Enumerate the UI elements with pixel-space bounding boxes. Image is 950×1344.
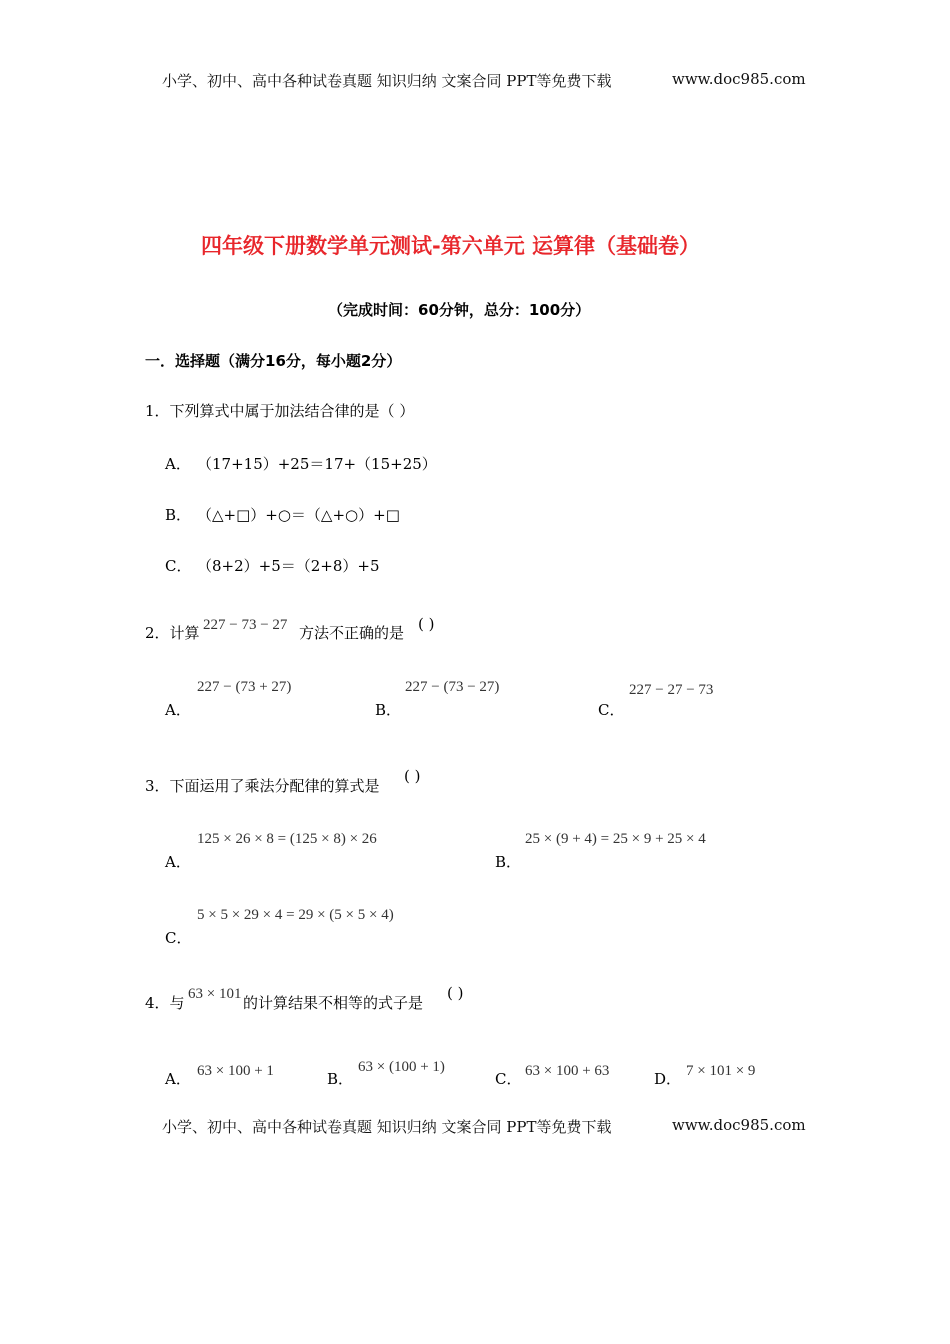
q3-option-c-expr: 5 × 5 × 29 × 4 = 29 × (5 × 5 × 4) [197,907,394,923]
q2-option-a-expr: 227 − (73 + 27) [197,679,292,695]
header-url: www.doc985.com [672,70,806,88]
q4-option-d-expr: 7 × 101 × 9 [686,1063,756,1079]
question-2-number: 2．计算 [145,624,200,642]
q4-option-d-label: D． [654,1070,682,1088]
question-2-answer-blank: ( ) [418,615,435,633]
q1-option-c-text: （8+2）+5＝（2+8）+5 [197,557,380,575]
q2-option-b-label: B． [375,701,402,719]
question-1-stem: 1．下列算式中属于加法结合律的是（ ） [145,402,415,420]
q1-option-b-text: （△+□）+○＝（△+○）+□ [197,506,400,524]
q3-option-b-expr: 25 × (9 + 4) = 25 × 9 + 25 × 4 [525,831,706,847]
question-3-answer-blank: ( ) [404,767,421,785]
question-2-expression: 227 − 73 − 27 [203,617,288,633]
q1-option-c-label: C． [165,557,192,575]
q4-option-a-expr: 63 × 100 + 1 [197,1063,274,1079]
q2-option-c-expr: 227 − 27 − 73 [629,682,714,698]
q3-option-b-label: B． [495,853,522,871]
q4-option-b-expr: 63 × (100 + 1) [358,1059,445,1075]
footer-text: 小学、初中、高中各种试卷真题 知识归纳 文案合同 PPT等免费下载 [162,1118,612,1136]
q1-option-a-text: （17+15）+25＝17+（15+25） [197,455,437,473]
question-4-number: 4．与 [145,994,185,1012]
header-text: 小学、初中、高中各种试卷真题 知识归纳 文案合同 PPT等免费下载 [162,72,612,90]
document-subtitle: （完成时间：60分钟，总分：100分） [328,301,591,319]
question-2-rest: 方法不正确的是 [299,624,405,642]
footer-url: www.doc985.com [672,1116,806,1134]
document-title: 四年级下册数学单元测试-第六单元 运算律（基础卷） [201,234,701,258]
q4-option-a-label: A． [165,1070,191,1088]
q3-option-a-label: A． [165,853,191,871]
q3-option-a-expr: 125 × 26 × 8 = (125 × 8) × 26 [197,831,377,847]
q4-option-c-expr: 63 × 100 + 63 [525,1063,610,1079]
q2-option-c-label: C． [598,701,625,719]
q3-option-c-label: C． [165,929,192,947]
q2-option-a-label: A． [165,701,191,719]
question-4-answer-blank: ( ) [447,984,464,1002]
q4-option-b-label: B． [327,1070,354,1088]
q2-option-b-expr: 227 − (73 − 27) [405,679,500,695]
q4-option-c-label: C． [495,1070,522,1088]
q1-option-a-label: A． [165,455,191,473]
section-heading: 一．选择题（满分16分，每小题2分） [145,352,402,370]
q1-option-b-label: B． [165,506,192,524]
question-4-expression: 63 × 101 [188,986,242,1002]
question-3-stem: 3．下面运用了乘法分配律的算式是 [145,777,380,795]
question-4-rest: 的计算结果不相等的式子是 [243,994,424,1012]
